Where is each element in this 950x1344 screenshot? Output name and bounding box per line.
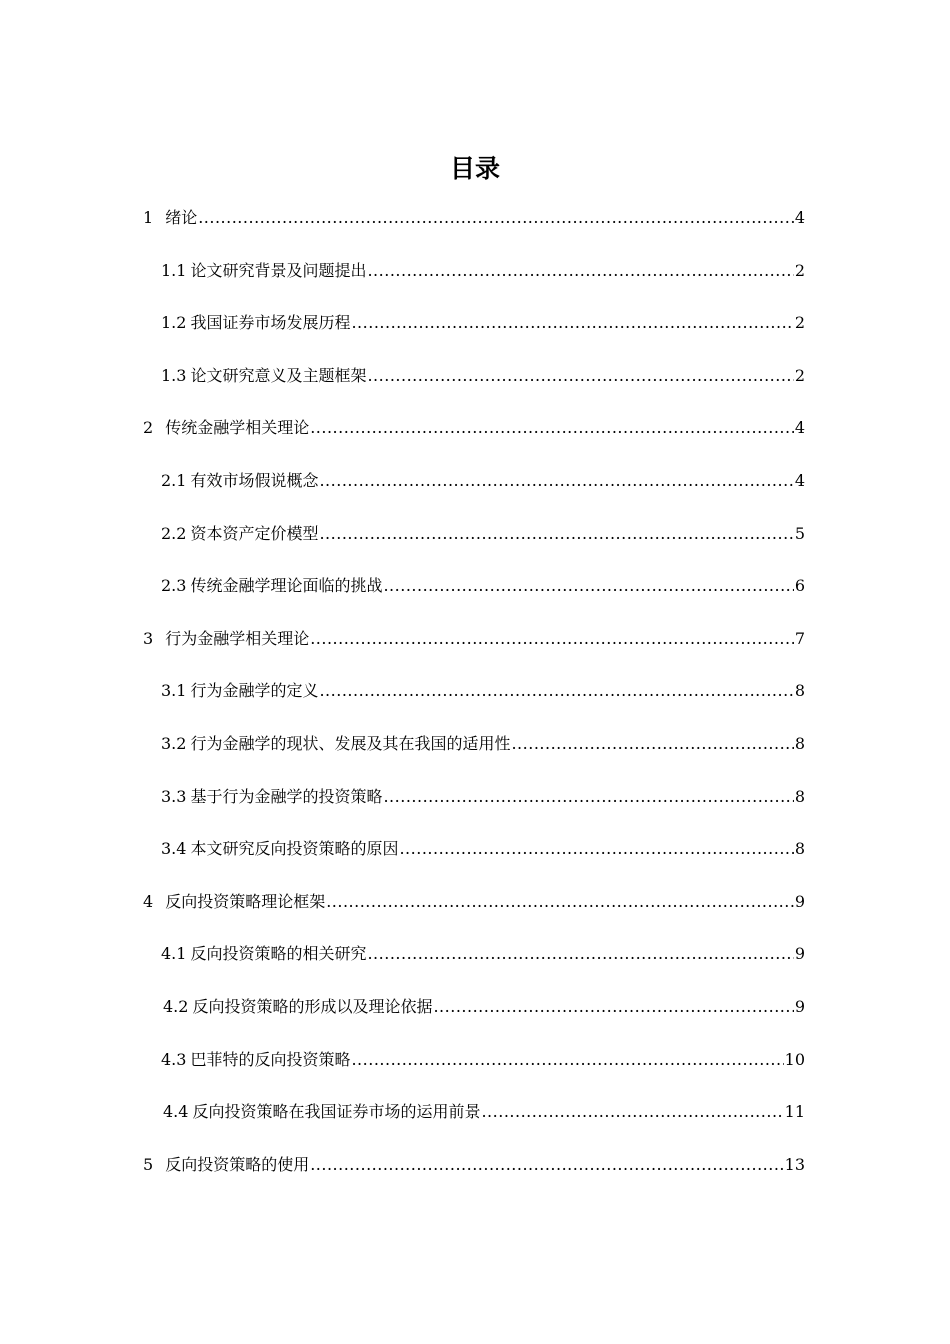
entry-number: 4.3 <box>161 1049 187 1069</box>
entry-text: 我国证券市场发展历程 <box>190 313 351 333</box>
entry-page: 8 <box>794 786 805 806</box>
dot-leader <box>433 989 793 1025</box>
toc-entry-2-2[interactable] <box>143 516 805 569</box>
entry-page: 5 <box>794 523 805 543</box>
entry-number: 1 <box>143 208 154 227</box>
entry-text: 反向投资策略的形成以及理论依据 <box>192 996 433 1016</box>
toc-entry-4-4[interactable] <box>143 1094 805 1147</box>
toc-entry-1-1[interactable] <box>143 253 805 306</box>
entry-number: 2.2 <box>161 523 187 543</box>
dot-leader <box>319 673 793 709</box>
dot-leader <box>383 568 793 604</box>
dot-leader <box>326 884 794 920</box>
entry-page: 9 <box>794 996 805 1016</box>
toc-entry-1[interactable] <box>143 200 805 253</box>
entry-number: 3.4 <box>161 839 187 859</box>
entry-page: 4 <box>794 418 805 438</box>
entry-text: 行为金融学相关理论 <box>165 628 310 648</box>
toc-entry-5[interactable] <box>143 1147 805 1200</box>
dot-leader <box>198 200 794 236</box>
entry-text: 本文研究反向投资策略的原因 <box>190 839 399 859</box>
entry-text: 反向投资策略理论框架 <box>165 891 326 911</box>
entry-number: 1.1 <box>161 260 187 280</box>
dot-leader <box>367 936 793 972</box>
dot-leader <box>319 463 793 499</box>
toc-entry-3-3[interactable] <box>143 779 805 832</box>
entry-number: 3 <box>143 628 154 648</box>
entry-text: 资本资产定价模型 <box>190 523 319 543</box>
dot-leader <box>351 305 793 341</box>
entry-number: 2.3 <box>161 576 187 596</box>
entry-page: 4 <box>794 208 805 227</box>
dot-leader <box>310 621 794 657</box>
entry-text: 反向投资策略的相关研究 <box>190 944 367 964</box>
entry-text: 论文研究背景及问题提出 <box>190 260 367 280</box>
entry-text: 反向投资策略在我国证券市场的运用前景 <box>192 1102 481 1122</box>
entry-page: 8 <box>794 733 805 753</box>
entry-number: 1.2 <box>161 313 187 333</box>
entry-page: 6 <box>794 576 805 596</box>
entry-page: 8 <box>794 839 805 859</box>
entry-page: 8 <box>794 681 805 701</box>
dot-leader <box>399 831 793 867</box>
toc-entry-3[interactable] <box>143 621 805 674</box>
dot-leader <box>310 410 794 446</box>
dot-leader <box>310 1147 783 1183</box>
entry-page: 4 <box>794 470 805 490</box>
entry-text: 行为金融学的现状、发展及其在我国的适用性 <box>190 733 511 753</box>
toc-entry-4-1[interactable] <box>143 936 805 989</box>
dot-leader <box>383 779 793 815</box>
entry-number: 4.4 <box>163 1102 189 1122</box>
entry-text: 基于行为金融学的投资策略 <box>190 786 383 806</box>
entry-text: 巴菲特的反向投资策略 <box>190 1049 351 1069</box>
entry-number: 3.1 <box>161 681 187 701</box>
entry-page: 9 <box>794 891 805 911</box>
entry-page: 11 <box>784 1102 805 1122</box>
entry-page: 2 <box>794 365 805 385</box>
toc-entry-1-3[interactable] <box>143 358 805 411</box>
dot-leader <box>367 253 793 289</box>
entry-text: 传统金融学理论面临的挑战 <box>190 576 383 596</box>
toc-entry-3-4[interactable] <box>143 831 805 884</box>
entry-text: 反向投资策略的使用 <box>165 1154 310 1174</box>
toc-title: 目录 <box>449 153 500 183</box>
entry-number: 4.2 <box>163 996 189 1016</box>
entry-page: 10 <box>784 1049 805 1069</box>
toc-entry-1-2[interactable] <box>143 305 805 358</box>
dot-leader <box>319 516 793 552</box>
entry-text: 有效市场假说概念 <box>190 470 319 490</box>
entry-page: 13 <box>784 1154 805 1174</box>
toc-entry-2-1[interactable] <box>143 463 805 516</box>
entry-number: 4 <box>143 891 154 911</box>
dot-leader <box>481 1094 783 1130</box>
entry-text: 行为金融学的定义 <box>190 681 319 701</box>
dot-leader <box>511 726 793 762</box>
toc-entry-2[interactable] <box>143 410 805 463</box>
entry-number: 2.1 <box>161 470 187 490</box>
entry-number: 5 <box>143 1154 154 1174</box>
toc-entry-4[interactable] <box>143 884 805 937</box>
entry-text: 绪论 <box>165 208 198 227</box>
entry-number: 4.1 <box>161 944 187 964</box>
toc-entry-3-2[interactable] <box>143 726 805 779</box>
table-of-contents <box>143 200 805 1199</box>
entry-page: 2 <box>794 313 805 333</box>
entry-page: 2 <box>794 260 805 280</box>
entry-number: 2 <box>143 418 154 438</box>
entry-page: 9 <box>794 944 805 964</box>
entry-text: 论文研究意义及主题框架 <box>190 365 367 385</box>
toc-entry-2-3[interactable] <box>143 568 805 621</box>
toc-entry-4-3[interactable] <box>143 1042 805 1095</box>
dot-leader <box>367 358 793 394</box>
entry-page: 7 <box>794 628 805 648</box>
entry-number: 1.3 <box>161 365 187 385</box>
toc-entry-4-2[interactable] <box>143 989 805 1042</box>
dot-leader <box>351 1042 783 1078</box>
entry-text: 传统金融学相关理论 <box>165 418 310 438</box>
entry-number: 3.3 <box>161 786 187 806</box>
entry-number: 3.2 <box>161 733 187 753</box>
toc-entry-3-1[interactable] <box>143 673 805 726</box>
